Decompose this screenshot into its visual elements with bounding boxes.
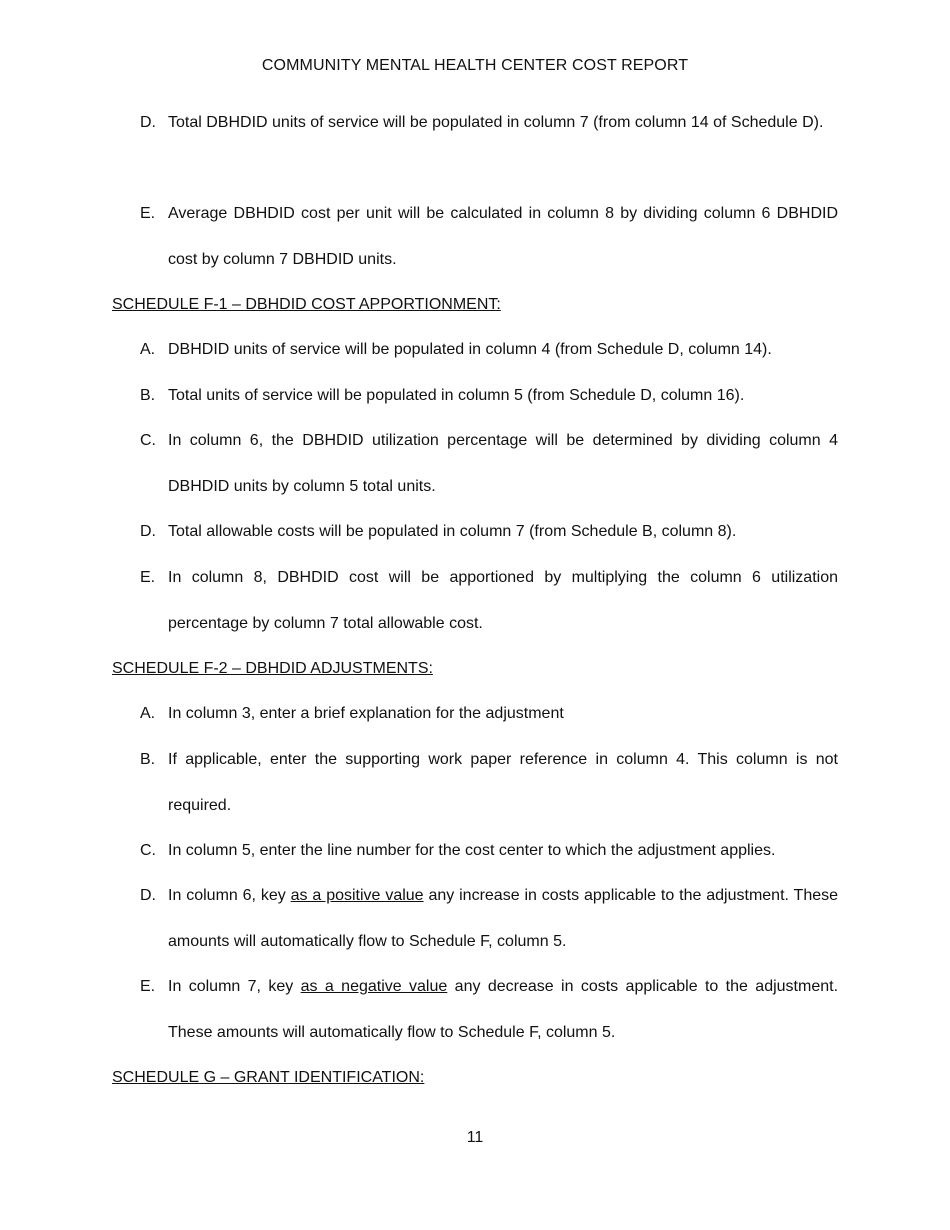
list-item [140,114,840,146]
section-heading-f2: SCHEDULE F-2 – DBHDID ADJUSTMENTS: [112,660,433,677]
item-text: In column 8, DBHDID cost will be apportioned by multiplying the column 6 utilization percentage by column 7 total allowable cost. [168,569,838,632]
item-letter: E. [140,569,156,586]
item-letter: E. [140,205,156,222]
item-letter: D. [140,887,156,904]
item-text: DBHDID units of service will be populated in column 4 (from Schedule D, column 14). [168,341,772,358]
item-text: In column 6, the DBHDID utilization percentage will be determined by dividing column 4 DBHDID units by column 5 total units. [168,432,838,495]
list-item [140,387,840,419]
item-text-pre: In column 7, key [168,978,301,995]
section-heading-f1: SCHEDULE F-1 – DBHDID COST APPORTIONMENT: [112,296,501,313]
page-number: 11 [466,1129,484,1146]
item-text: If applicable, enter the supporting work paper reference in column 4. This column is not required. [168,751,838,814]
item-text [168,873,838,964]
item-letter: B. [140,751,156,768]
item-letter: D. [140,523,156,540]
item-letter: D. [140,114,156,131]
list-item [140,978,840,1055]
item-text: Total allowable costs will be populated in column 7 (from Schedule B, column 8). [168,523,737,540]
item-text: Total units of service will be populated in column 5 (from Schedule D, column 16). [168,387,745,404]
list-item [140,205,840,282]
item-text: In column 5, enter the line number for the cost center to which the adjustment applies. [168,842,776,859]
emphasis-underline: as a positive value [290,887,424,904]
list-item [140,887,840,964]
list-item [140,341,840,373]
item-text-post: any decrease in costs applicable to the adjustment. These amounts will automatically flow to Schedule F, column 5. [168,978,839,1041]
item-text: Total DBHDID units of service will be populated in column 7 (from column 14 of Schedule D). [168,114,824,131]
list-item [140,523,840,555]
list-item [140,751,840,828]
item-letter: A. [140,341,156,358]
emphasis-underline: as a negative value [300,978,448,995]
page-header: COMMUNITY MENTAL HEALTH CENTER COST REPORT [261,57,689,74]
list-item [140,842,840,874]
item-letter: C. [140,842,156,859]
list-item [140,432,840,509]
item-text [168,964,838,1055]
item-text: Average DBHDID cost per unit will be calculated in column 8 by dividing column 6 DBHDID cost by column 7 DBHDID units. [168,205,838,268]
list-item [140,569,840,646]
item-letter: E. [140,978,156,995]
item-text-post: any increase in costs applicable to the adjustment. These amounts will automatically flow to Schedule F, column 5. [168,887,839,950]
item-letter: C. [140,432,156,449]
item-text: In column 3, enter a brief explanation for the adjustment [168,705,564,722]
list-item [140,705,840,737]
item-text-pre: In column 6, key [168,887,291,904]
item-letter: A. [140,705,156,722]
item-letter: B. [140,387,156,404]
section-heading-g: SCHEDULE G – GRANT IDENTIFICATION: [112,1069,425,1086]
